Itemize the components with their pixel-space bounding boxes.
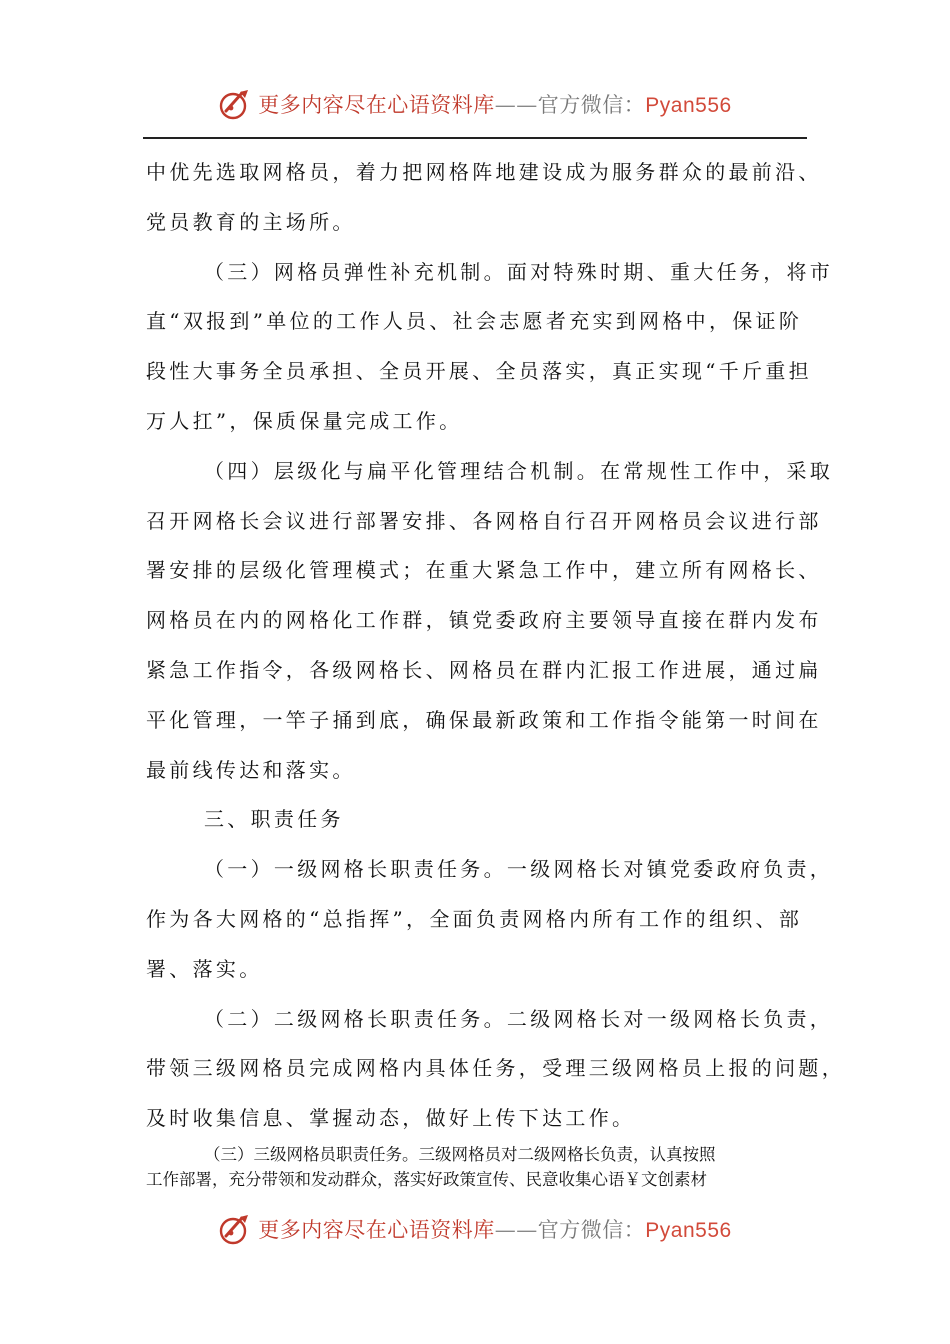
footer-banner-main: 更多内容尽在心语资料库 <box>258 1218 495 1242</box>
footer-banner-text <box>258 1214 731 1244</box>
text-line: 万人扛”，保质保量完成工作。 <box>146 408 463 433</box>
header-banner-main: 更多内容尽在心语资料库 <box>258 93 495 117</box>
small-text-line: 工作部署，充分带领和发动群众，落实好政策宣传、民意收集心语￥文创素材 <box>146 1170 707 1189</box>
header-banner-label: 官方微信： <box>537 93 646 117</box>
footer-banner <box>0 1209 950 1249</box>
header-rule <box>143 137 807 139</box>
small-paragraph <box>146 1142 808 1192</box>
small-text-line: （三）三级网格员职责任务。三级网格员对二级网格长负责，认真按照 <box>204 1145 716 1164</box>
text-line: 召开网格长会议进行部署安排、各网格自行召开网格员会议进行部 <box>146 508 822 533</box>
header-banner <box>0 84 950 124</box>
document-body <box>146 148 845 1144</box>
text-line: 直“双报到”单位的工作人员、社会志愿者充实到网格中，保证阶 <box>146 309 803 334</box>
header-banner-brand: Pyan556 <box>645 94 732 117</box>
logo-icon <box>218 1212 252 1246</box>
text-line: 中优先选取网格员，着力把网格阵地建设成为服务群众的最前沿、 <box>146 160 822 184</box>
footer-banner-brand: Pyan556 <box>645 1219 732 1242</box>
header-banner-text <box>258 89 731 119</box>
footer-banner-dash: —— <box>494 1218 538 1242</box>
text-line: 署安排的层级化管理模式；在重大紧急工作中，建立所有网格长、 <box>146 558 822 583</box>
section-heading: 三、职责任务 <box>204 807 344 832</box>
text-line: 及时收集信息、掌握动态，做好上传下达工作。 <box>146 1106 636 1131</box>
logo-icon <box>218 87 252 121</box>
text-line: 段性大事务全员承担、全员开展、全员落实，真正实现“千斤重担 <box>146 359 812 384</box>
text-line: 网格员在内的网格化工作群，镇党委政府主要领导直接在群内发布 <box>146 608 822 633</box>
text-line: （四）层级化与扁平化管理结合机制。在常规性工作中，采取 <box>204 458 834 483</box>
text-line: （一）一级网格长职责任务。一级网格长对镇党委政府负责， <box>204 857 834 882</box>
text-line: 署、落实。 <box>146 956 263 981</box>
text-line: 平化管理，一竿子捅到底，确保最新政策和工作指令能第一时间在 <box>146 707 822 732</box>
text-line: （二）二级网格长职责任务。二级网格长对一级网格长负责， <box>204 1006 834 1031</box>
header-banner-dash: —— <box>494 93 538 117</box>
text-line: 带领三级网格员完成网格内具体任务，受理三级网格员上报的问题， <box>146 1056 845 1081</box>
text-line: 党员教育的主场所。 <box>146 209 356 234</box>
text-line: 最前线传达和落实。 <box>146 757 356 782</box>
text-line: （三）网格员弹性补充机制。面对特殊时期、重大任务，将市 <box>204 259 834 284</box>
text-line: 作为各大网格的“总指挥”，全面负责网格内所有工作的组织、部 <box>146 906 803 931</box>
footer-banner-label: 官方微信： <box>537 1218 646 1242</box>
text-line: 紧急工作指令，各级网格长、网格员在群内汇报工作进展，通过扁 <box>146 657 822 682</box>
